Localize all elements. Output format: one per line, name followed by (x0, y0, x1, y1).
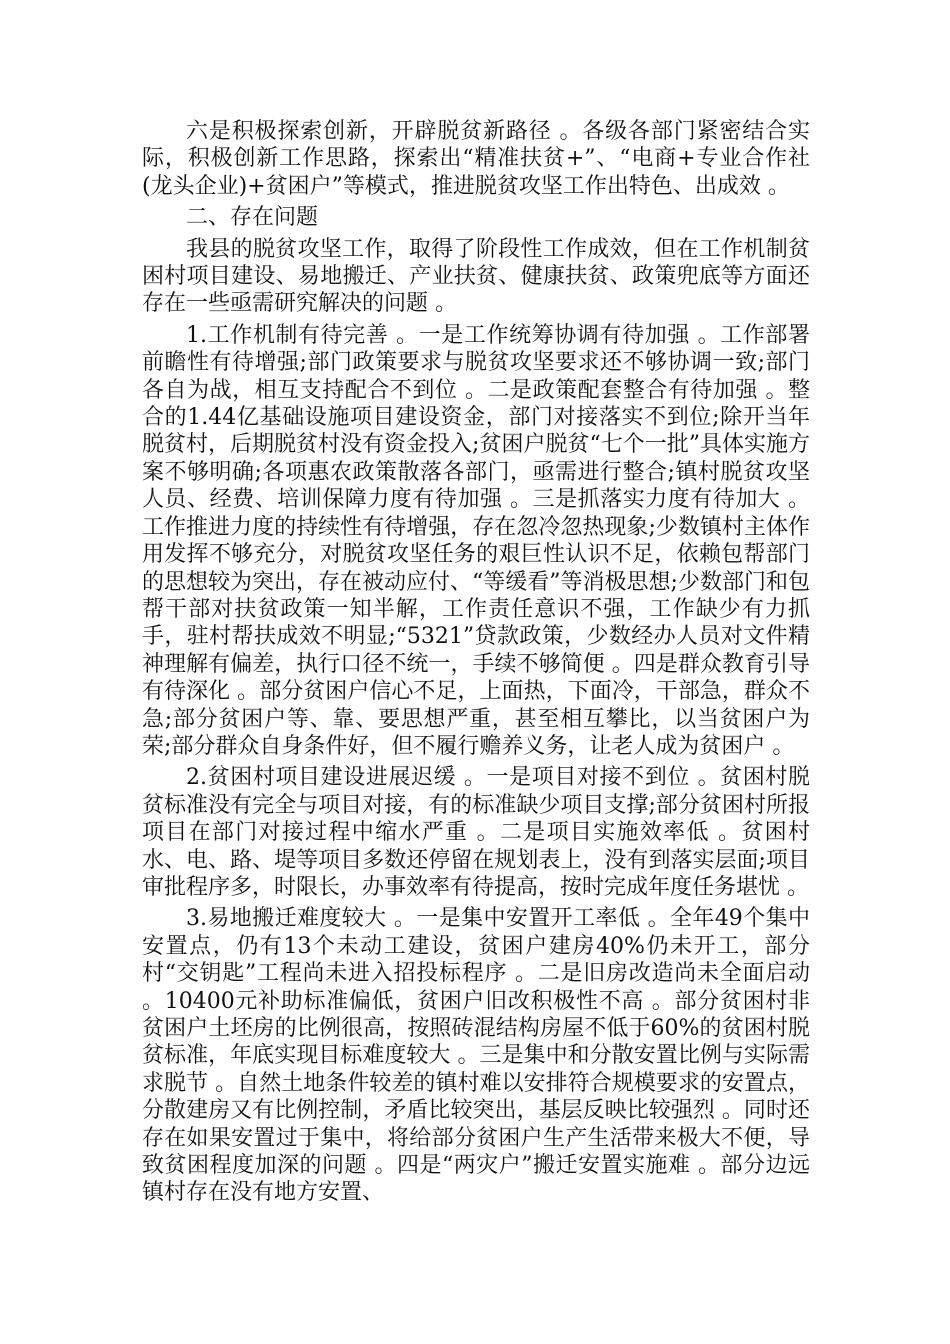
paragraph-relocation: 3.易地搬迁难度较大 。一是集中安置开工率低 。全年49个集中安置点，仍有13个未动工建设，贫困户建房40%仍未开工，部分村“交钥匙”工程尚未进入招投标程序 。二是旧房改造尚未全面启动 。10400元补助标准偏低，贫困户旧改积极性不高 。部分贫困村非贫困户土坯房的比例很高，按照砖混结构房屋不低于60%的贫困村脱贫标准，年底实现目标难度较大 。三是集中和分散安置比例与实际需求脱节 。自然土地条件较差的镇村难以安排符合规模要求的安置点，分散建房又有比例控制，矛盾比较突出，基层反映比较强烈 。同时还存在如果安置过于集中，将给部分贫困户生产生活带来极大不便，导致贫困程度加深的问题 。四是“两灾户”搬迁安置实施难 。部分边远镇村存在没有地方安置、 (142, 906, 810, 1206)
paragraph-work-mechanism: 1.工作机制有待完善 。一是工作统筹协调有待加强 。工作部署前瞻性有待增强;部门政策要求与脱贫攻坚要求还不够协调一致;部门各自为战，相互支持配合不到位 。二是政策配套整合有待加强 。整合的1.44亿基础设施项目建设资金，部门对接落实不到位;除开当年脱贫村，后期脱贫村没有资金投入;贫困户脱贫“七个一批”具体实施方案不够明确;各项惠农政策散落各部门，亟需进行整合;镇村脱贫攻坚人员、经费、培训保障力度有待加强 。三是抓落实力度有待加大 。工作推进力度的持续性有待增强，存在忽冷忽热现象;少数镇村主体作用发挥不够充分，对脱贫攻坚任务的艰巨性认识不足，依赖包帮部门的思想较为突出，存在被动应付、“等缓看”等消极思想;少数部门和包帮干部对扶贫政策一知半解，工作责任意识不强，工作缺少有力抓手，驻村帮扶成效不明显;“5321”贷款政策，少数经办人员对文件精神理解有偏差，执行口径不统一，手续不够简便 。四是群众教育引导有待深化 。部分贫困户信心不足，上面热，下面冷，干部急，群众不急;部分贫困户等、靠、要思想严重，甚至相互攀比，以当贫困户为荣;部分群众自身条件好，但不履行赡养义务，让老人成为贫困户 。 (142, 322, 810, 759)
section-heading-problems: 二、存在问题 (186, 205, 319, 231)
paragraph-innovation: 六是积极探索创新，开辟脱贫新路径 。各级各部门紧密结合实际，积极创新工作思路，探索出“精准扶贫+”、“电商+专业合作社(龙头企业)+贫困户”等模式，推进脱贫攻坚工作出特色、出成效 。 (142, 119, 810, 199)
document-body (142, 118, 810, 1207)
paragraph-village-projects: 2.贫困村项目建设进展迟缓 。一是项目对接不到位 。贫困村脱贫标准没有完全与项目对接，有的标准缺少项目支撑;部分贫困村所报项目在部门对接过程中缩水严重 。二是项目实施效率低 。贫困村水、电、路、堤等项目多数还停留在规划表上，没有到落实层面;项目审批程序多，时限长，办事效率有待提高，按时完成年度任务堪忧 。 (142, 765, 810, 900)
paragraph-problems-intro: 我县的脱贫攻坚工作，取得了阶段性工作成效，但在工作机制贫困村项目建设、易地搬迁、产业扶贫、健康扶贫、政策兜底等方面还存在一些亟需研究解决的问题 。 (142, 236, 810, 317)
